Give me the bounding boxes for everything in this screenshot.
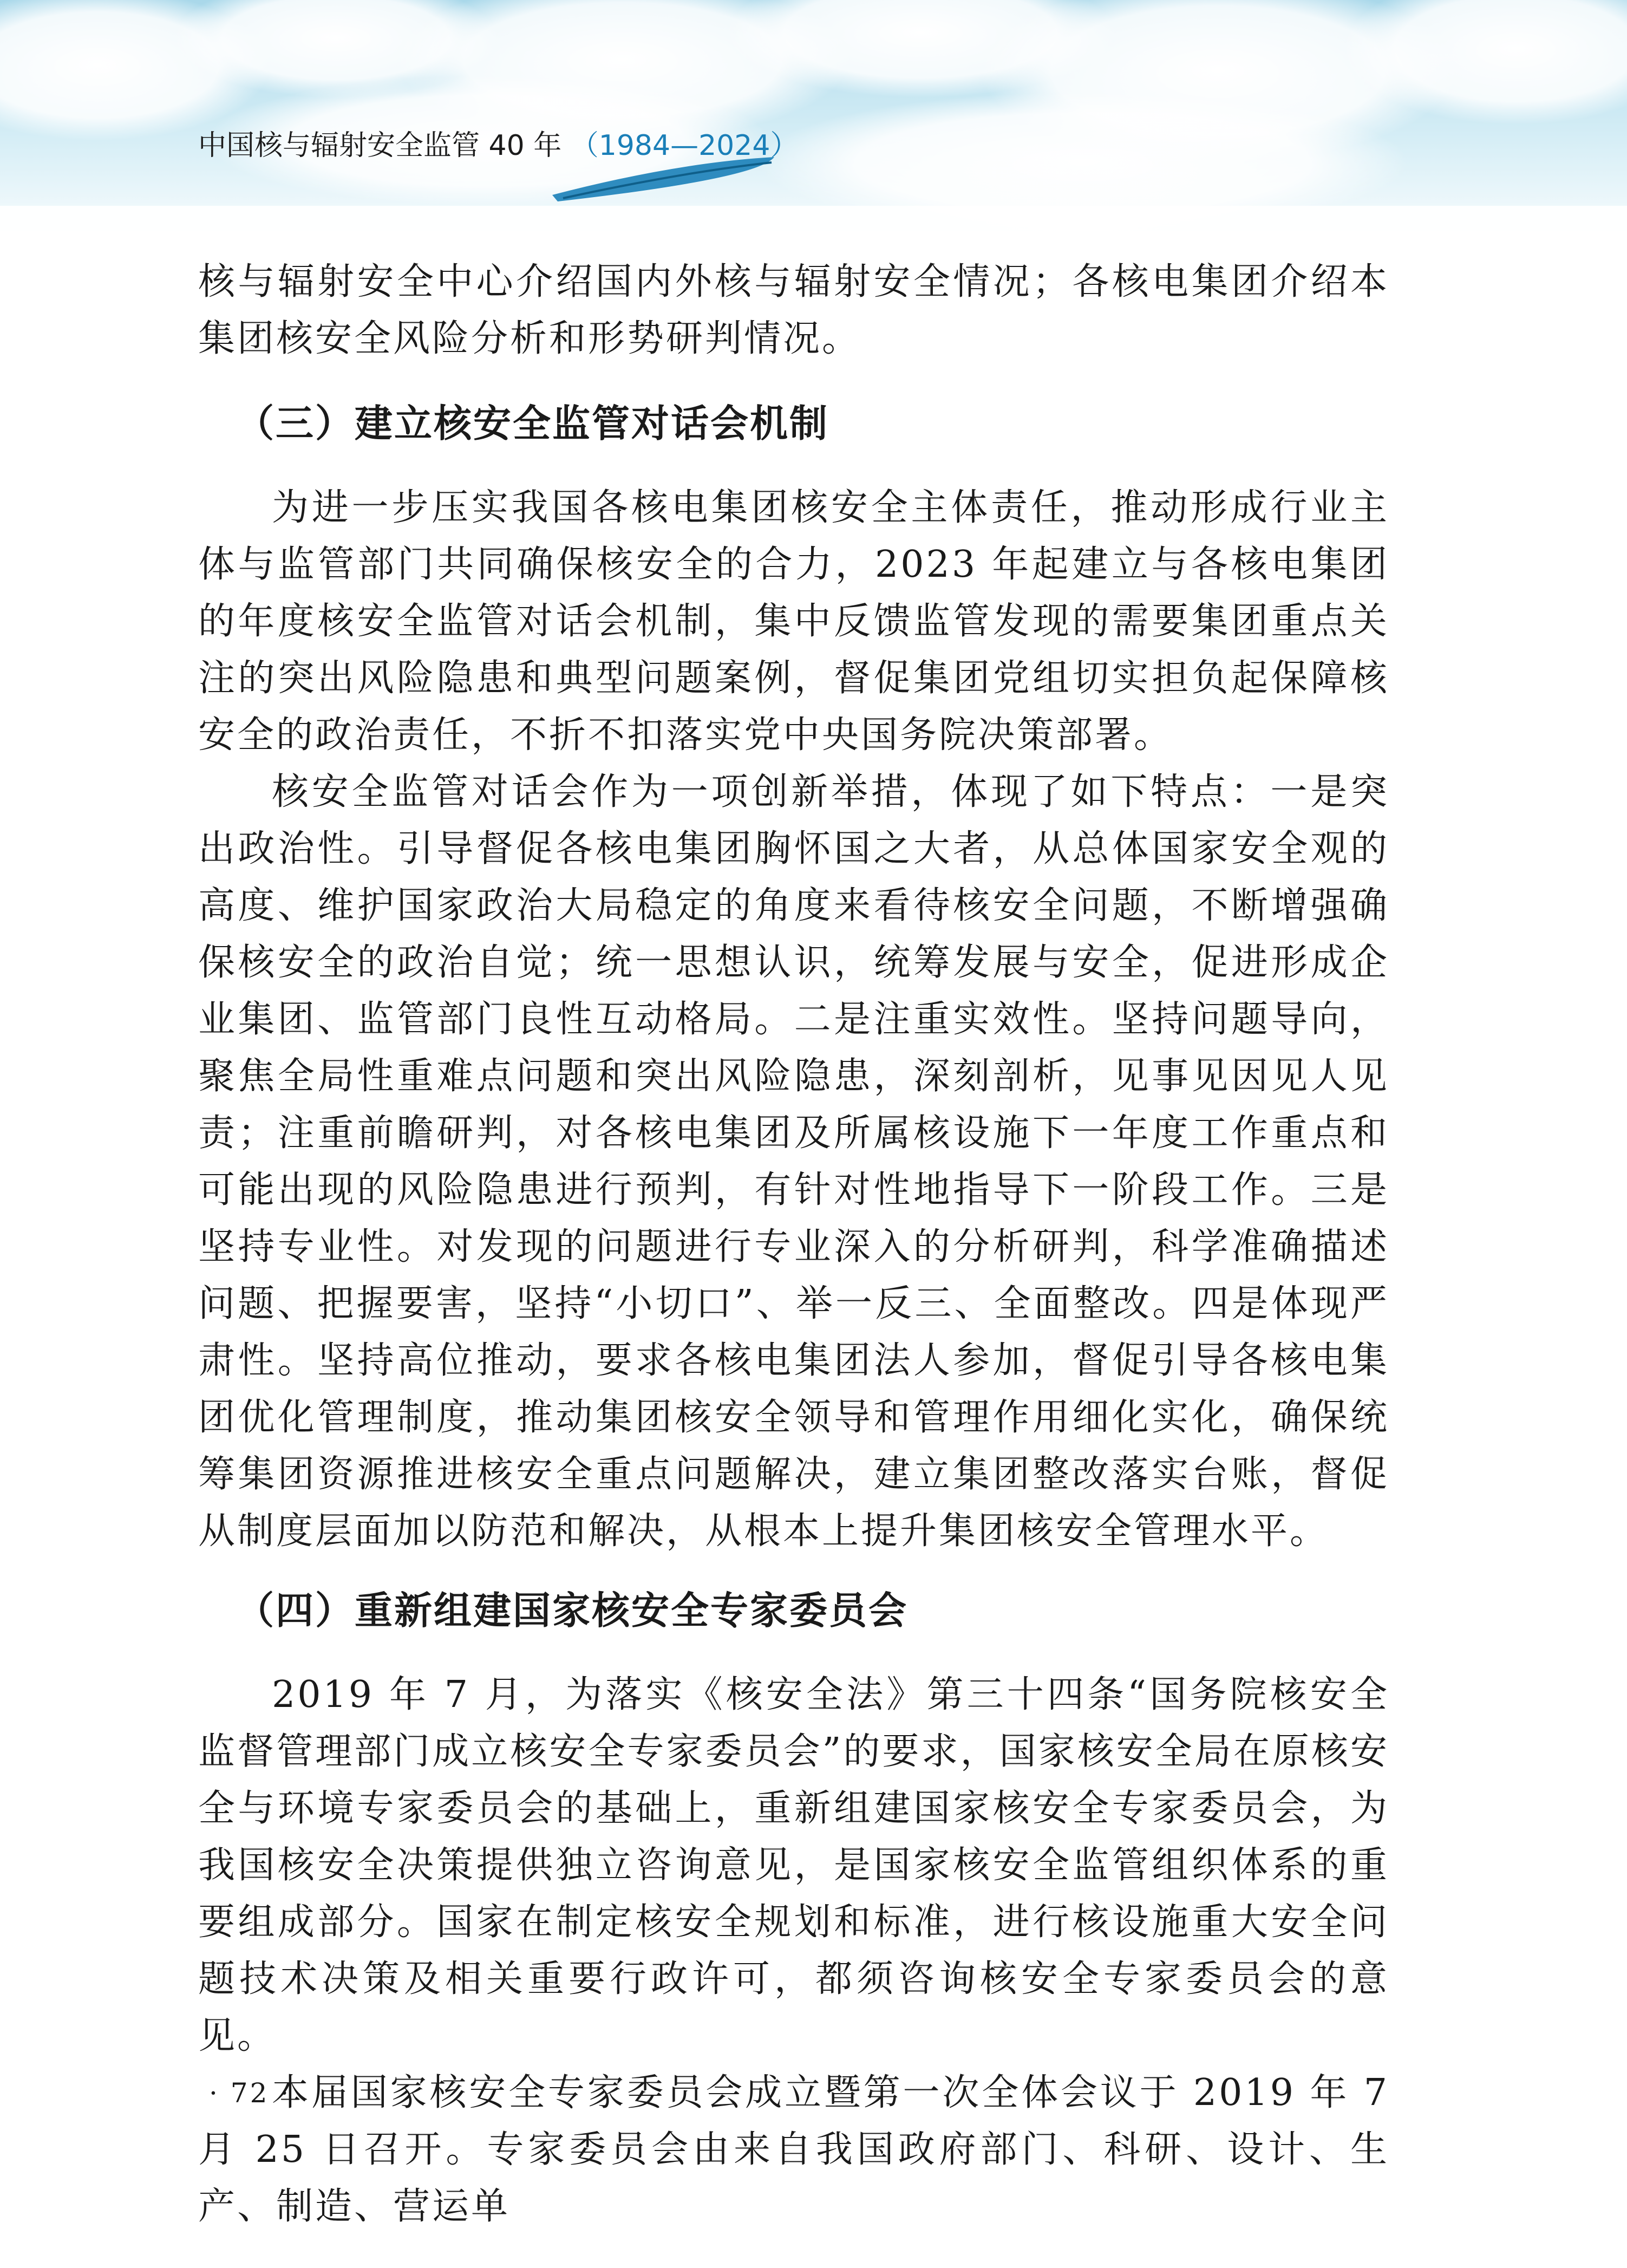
- paragraph: 为进一步压实我国各核电集团核安全主体责任，推动形成行业主体与监管部门共同确保核安全的合力，2023 年起建立与各核电集团的年度核安全监管对话会机制，集中反馈监管发现的需要集团重点关注的突出风险隐患和典型问题案例，督促集团党组切实担负起保障核安全的政治责任，不折不扣落实党中央国务院决策部署。: [198, 486, 1389, 757]
- paragraph: 核安全监管对话会作为一项创新举措，体现了如下特点：一是突出政治性。引导督促各核电集团胸怀国之大者，从总体国家安全观的高度、维护国家政治大局稳定的角度来看待核安全问题，不断增强确保核安全的政治自觉；统一思想认识，统筹发展与安全，促进形成企业集团、监管部门良性互动格局。二是注重实效性。坚持问题导向，聚焦全局性重难点问题和突出风险隐患，深刻剖析，见事见因见人见责；注重前瞻研判，对各核电集团及所属核设施下一年度工作重点和可能出现的风险隐患进行预判，有针对性地指导下一阶段工作。三是坚持专业性。对发现的问题进行专业深入的分析研判，科学准确描述问题、把握要害，坚持“小切口”、举一反三、全面整改。四是体现严肃性。坚持高位推动，要求各核电集团法人参加，督促引导各核电集团优化管理制度，推动集团核安全领导和管理作用细化实化，确保统筹集团资源推进核安全重点问题解决，建立集团整改落实台账，督促从制度层面加以防范和解决，从根本上提升集团核安全管理水平。: [198, 771, 1389, 1553]
- book-title-text: 中国核与辐射安全监管 40 年: [198, 129, 562, 162]
- paragraph: 本届国家核安全专家委员会成立暨第一次全体会议于 2019 年 7 月 25 日召开。专家委员会由来自我国政府部门、科研、设计、生产、制造、营运单: [198, 2071, 1389, 2228]
- section-heading-4: （四）重新组建国家核安全专家委员会: [236, 1588, 908, 1633]
- book-running-title: [198, 127, 798, 165]
- page-header: [0, 0, 1627, 255]
- main-content: [198, 253, 1389, 2235]
- paragraph: 2019 年 7 月，为落实《核安全法》第三十四条“国务院核安全监督管理部门成立核安全专家委员会”的要求，国家核安全局在原核安全与环境专家委员会的基础上，重新组建国家核安全专家委员会，为我国核安全决策提供独立咨询意见，是国家核安全监管组织体系的重要组成部分。国家在制定核安全规划和标准，进行核设施重大安全问题技术决策及相关重要行政许可，都须咨询核安全专家委员会的意见。: [198, 1673, 1389, 2057]
- page-number: · 72 ·: [209, 2077, 291, 2109]
- paragraph-continued: 核与辐射安全中心介绍国内外核与辐射安全情况；各核电集团介绍本集团核安全风险分析和形势研判情况。: [198, 260, 1389, 360]
- section-heading-3: （三）建立核安全监管对话会机制: [236, 401, 829, 446]
- book-years: （1984—2024）: [570, 129, 799, 162]
